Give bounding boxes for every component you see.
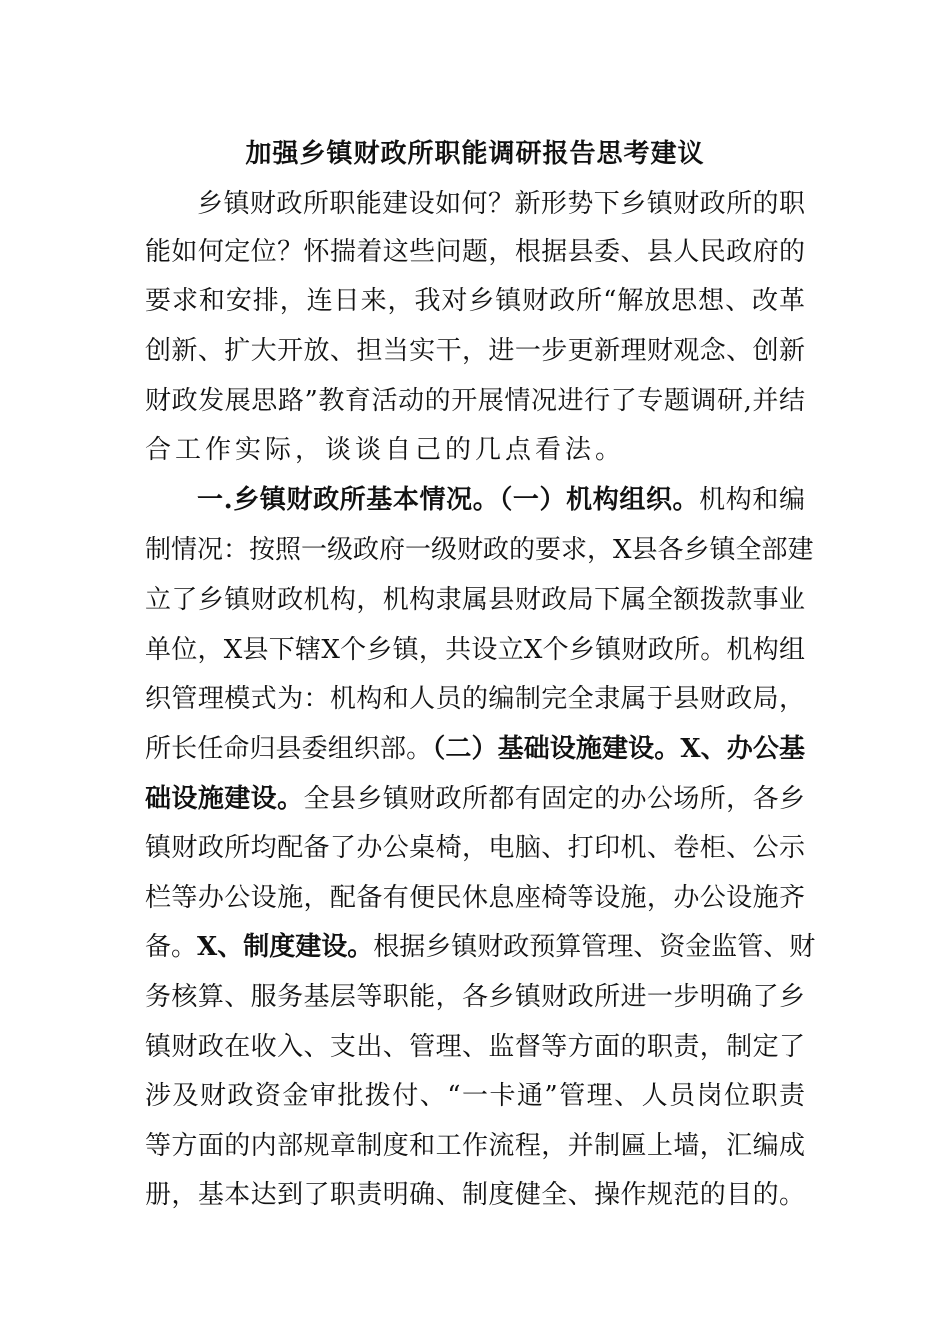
document-title: 加强乡镇财政所职能调研报告思考建议 xyxy=(245,139,705,169)
subsection-heading: X、制度建设。 xyxy=(197,932,374,962)
intro-line-5: 财政发展思路”教育活动的开展情况进行了专题调研,并结 xyxy=(145,386,805,416)
body-text: 全县乡镇财政所都有固定的办公场所，各乡 xyxy=(303,784,805,814)
body-text: 根据乡镇财政预算管理、资金监管、财 xyxy=(373,932,816,962)
section1-line-6 xyxy=(145,729,805,769)
section1-line-15: 册，基本达到了职责明确、制度健全、操作规范的目的。 xyxy=(145,1180,805,1210)
body-text: 所长任命归县委组织部。 xyxy=(145,734,433,764)
intro-line-3: 要求和安排，连日来，我对乡镇财政所“解放思想、改革 xyxy=(145,286,805,316)
section1-line-12: 镇财政在收入、支出、管理、监督等方面的职责，制定了 xyxy=(145,1032,805,1062)
body-text: 备。 xyxy=(145,932,198,962)
section1-line-4: 单位，X县下辖X个乡镇，共设立X个乡镇财政所。机构组 xyxy=(145,635,805,665)
section1-line-2: 制情况：按照一级政府一级财政的要求，X县各乡镇全部建 xyxy=(145,535,814,565)
intro-line-4: 创新、扩大开放、担当实干，进一步更新理财观念、创新 xyxy=(145,336,805,366)
section1-line-8: 镇财政所均配备了办公桌椅，电脑、打印机、卷柜、公示 xyxy=(145,833,805,863)
section1-line-7 xyxy=(145,779,805,819)
body-text: 机构和编 xyxy=(699,485,805,515)
section1-line-11: 务核算、服务基层等职能，各乡镇财政所进一步明确了乡 xyxy=(145,982,805,1012)
section1-line-5: 织管理模式为：机构和人员的编制完全隶属于县财政局， xyxy=(145,684,805,714)
section1-line-14: 等方面的内部规章制度和工作流程，并制匾上墙，汇编成 xyxy=(145,1131,805,1161)
section-heading: 一.乡镇财政所基本情况。 xyxy=(197,485,500,515)
section1-line-3: 立了乡镇财政机构，机构隶属县财政局下属全额拨款事业 xyxy=(145,585,805,615)
section1-line-13: 涉及财政资金审批拨付、“一卡通”管理、人员岗位职责 xyxy=(145,1081,805,1111)
intro-line-2: 能如何定位？怀揣着这些问题，根据县委、县人民政府的 xyxy=(145,237,805,267)
subsection-heading: （一）机构组织。 xyxy=(499,485,700,515)
section1-line-9: 栏等办公设施，配备有便民休息座椅等设施，办公设施齐 xyxy=(145,883,805,913)
intro-line-6: 合工作实际，谈谈自己的几点看法。 xyxy=(145,435,626,465)
section1-line-10 xyxy=(145,927,816,967)
section1-line-1 xyxy=(197,480,805,520)
subsection-heading-continued: 础设施建设。 xyxy=(145,784,304,814)
intro-line-1: 乡镇财政所职能建设如何？新形势下乡镇财政所的职 xyxy=(197,189,805,219)
subsection-heading: （二）基础设施建设。X、办公基 xyxy=(432,734,805,764)
